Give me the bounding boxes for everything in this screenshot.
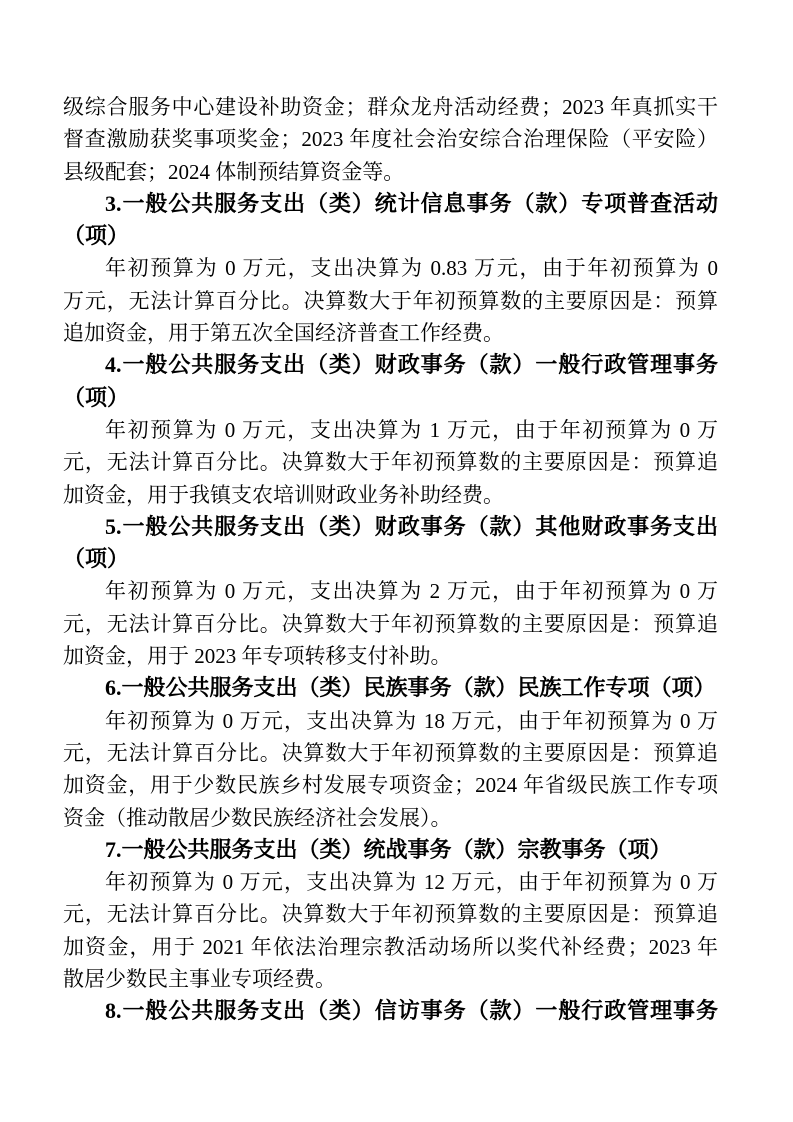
heading-line: 7.一般公共服务支出（类）统战事务（款）宗教事务（项）	[105, 836, 672, 862]
section-4-body	[63, 414, 718, 511]
text-line: 万元，无法计算百分比。决算数大于年初预算数的主要原因是：预算	[63, 288, 718, 313]
heading-line: （项）	[63, 384, 130, 410]
text-line: 年初预算为 0 万元，支出决算为 12 万元，由于年初预算为 0 万	[105, 870, 718, 895]
heading-line: 4.一般公共服务支出（类）财政事务（款）一般行政管理事务	[105, 352, 718, 378]
text-line: 加资金，用于 2023 年专项转移支付补助。	[63, 644, 452, 669]
text-line: 县级配套；2024 体制预结算资金等。	[63, 159, 405, 184]
heading-line: （项）	[63, 546, 130, 572]
heading-line: 3.一般公共服务支出（类）统计信息事务（款）专项普查活动	[105, 190, 718, 216]
text-line: 元，无法计算百分比。决算数大于年初预算数的主要原因是：预算追	[63, 740, 718, 765]
section-7-body	[63, 866, 718, 995]
text-line: 元，无法计算百分比。决算数大于年初预算数的主要原因是：预算追	[63, 611, 718, 636]
section-3-body	[63, 252, 718, 349]
heading-line: （项）	[63, 223, 130, 249]
section-6-body	[63, 705, 718, 834]
text-line: 级综合服务中心建设补助资金；群众龙舟活动经费；2023 年真抓实干	[63, 95, 718, 119]
section-6-heading	[63, 672, 718, 704]
text-line: 年初预算为 0 万元，支出决算为 2 万元，由于年初预算为 0 万	[105, 579, 718, 604]
section-5-body	[63, 575, 718, 672]
document-content	[63, 91, 718, 1028]
section-3-heading	[63, 188, 718, 253]
paragraph-continuation	[63, 91, 718, 188]
text-line: 年初预算为 0 万元，支出决算为 1 万元，由于年初预算为 0 万	[105, 417, 718, 442]
text-line: 元，无法计算百分比。决算数大于年初预算数的主要原因是：预算追	[63, 902, 718, 927]
section-4-heading	[63, 349, 718, 414]
text-line: 散居少数民主事业专项经费。	[63, 967, 336, 992]
text-line: 追加资金，用于第五次全国经济普查工作经费。	[63, 321, 504, 346]
text-line: 年初预算为 0 万元，支出决算为 18 万元，由于年初预算为 0 万	[105, 708, 718, 733]
section-5-heading	[63, 511, 718, 576]
section-7-heading	[63, 834, 718, 866]
heading-line: 8.一般公共服务支出（类）信访事务（款）一般行政管理事务	[105, 998, 718, 1024]
text-line: 资金（推动散居少数民族经济社会发展）。	[63, 805, 452, 830]
section-8-heading	[63, 995, 718, 1027]
text-line: 加资金，用于我镇支农培训财政业务补助经费。	[63, 482, 504, 507]
heading-line: 5.一般公共服务支出（类）财政事务（款）其他财政事务支出	[105, 513, 718, 539]
text-line: 年初预算为 0 万元，支出决算为 0.83 万元，由于年初预算为 0	[105, 256, 718, 281]
text-line: 元，无法计算百分比。决算数大于年初预算数的主要原因是：预算追	[63, 450, 718, 475]
text-line: 督查激励获奖事项奖金；2023 年度社会治安综合治理保险（平安险）	[63, 127, 718, 152]
text-line: 加资金，用于少数民族乡村发展专项资金；2024 年省级民族工作专项	[63, 773, 718, 798]
text-line: 加资金，用于 2021 年依法治理宗教活动场所以奖代补经费；2023 年	[63, 934, 718, 959]
heading-line: 6.一般公共服务支出（类）民族事务（款）民族工作专项（项）	[105, 675, 716, 701]
